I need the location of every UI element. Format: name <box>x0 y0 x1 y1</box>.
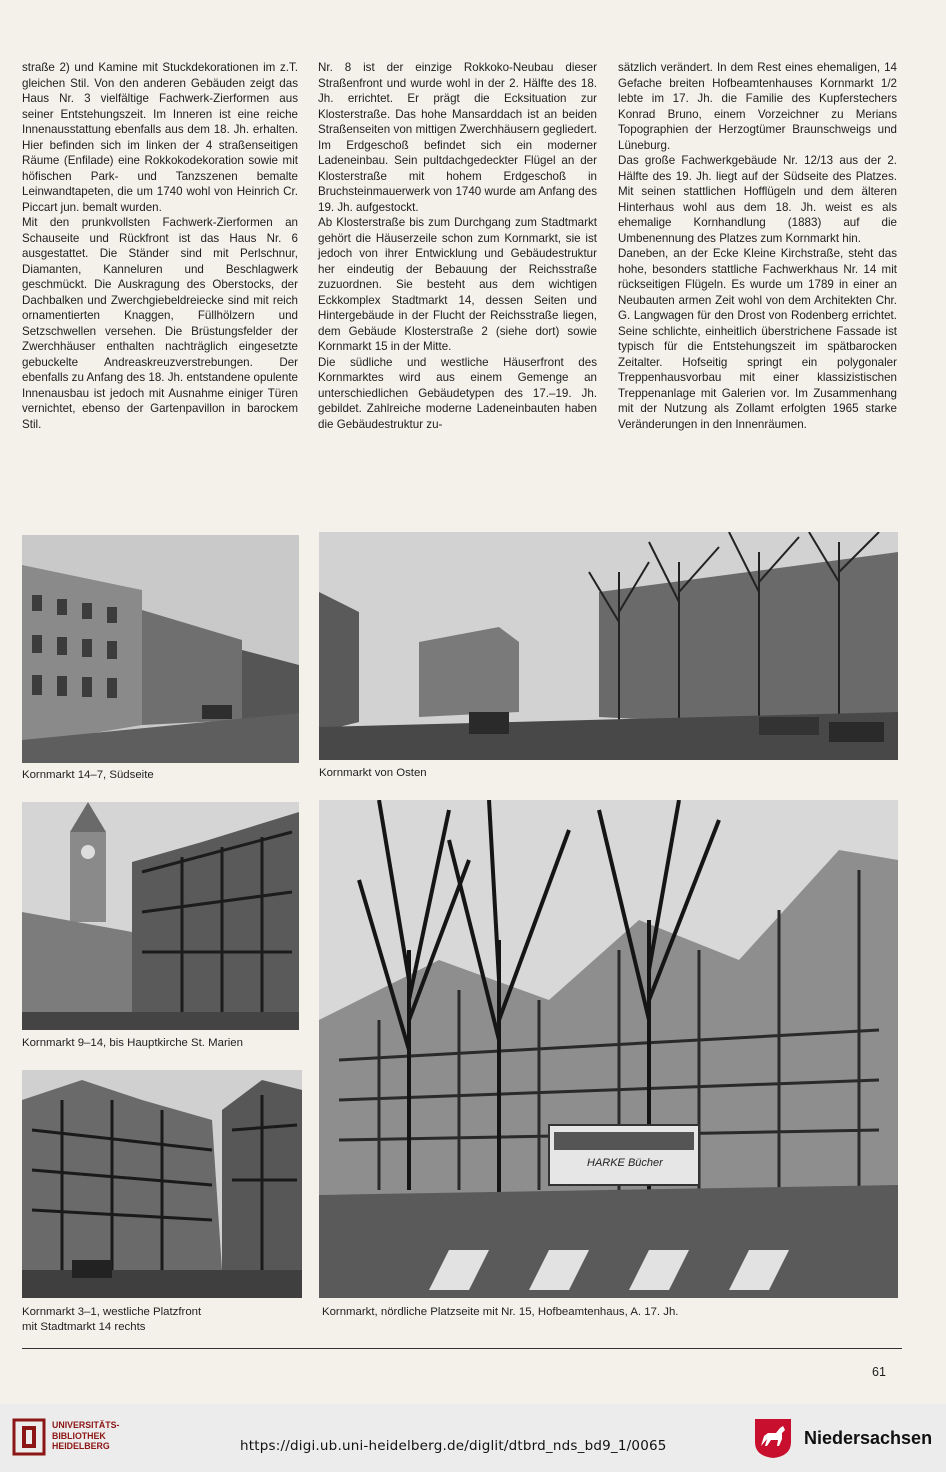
photo-kornmarkt-westliche-platzfront <box>22 1070 302 1298</box>
caption-line: mit Stadtmarkt 14 rechts <box>22 1321 146 1333</box>
paragraph: straße 2) und Kamine mit Stuckdekorationen im z.T. gleichen Stil. Von den anderen Gebäuden zeigt das Haus Nr. 3 vielfältige Fachwerk-Zierformen aus seiner Entstehungszeit. Im Inneren ist eine reiche Innenausstattung ebenfalls aus dem 18. Jh. erhalten. Hier befinden sich im linken der 4 straßenseitigen Räume (Enfilade) eine Rokkokodekoration sowie mit höfischen Park- und Tanzszenen bemalte Leinwandtapeten, die um 1740 wohl von Heinrich Cr. Piccart jun. bemalt wurden. <box>22 61 298 214</box>
caption: Kornmarkt von Osten <box>319 767 427 779</box>
page-number: 61 <box>872 1365 886 1379</box>
caption: Kornmarkt 14–7, Südseite <box>22 769 154 781</box>
library-name <box>52 1420 119 1452</box>
library-name-line: BIBLIOTHEK <box>52 1430 106 1441</box>
niedersachsen-horse-icon <box>752 1416 794 1460</box>
caption-line: Kornmarkt 3–1, westliche Platzfront <box>22 1306 202 1318</box>
paragraph: Mit den prunkvollsten Fachwerk-Zierformen an Schauseite und Rückfront ist das Haus Nr. 6 ausgestattet. Die Ständer sind mit Perlschnur, Diamanten, Kanneluren und Beschlagwerk geschmückt. Die Auskragung des Oberstocks, der Dachbalken und Zwerchgiebeldreiecke sind mit reich ornamentierten Knaggen, Füllhölzern und Setzschwellen versehen. Die Brüstungsfelder der Zwerchhäuser enthalten nachträglich eingesetzte gebuckelte Andreaskreuzverstrebungen. Der ebenfalls zu Anfang des 18. Jh. entstandene opulente Innenausbau ist jedoch mit Ausnahme einiger Türen vernichtet, ebenso der Gartenpavillon in barockem Stil. <box>22 216 298 431</box>
text-column-left <box>22 60 298 432</box>
library-name-line: UNIVERSITÄTS- <box>52 1420 120 1430</box>
paragraph: sätzlich verändert. In dem Rest eines ehemaligen, 14 Gefache breiten Hofbeamtenhauses Kornmarkt 1/2 lebte im 17. Jh. die Familie des Kupferstechers Konrad Bruno, einem Vorzeichner zu Merians Topographien der Herzogtümer Braunschweigs und Lüneburg. <box>618 61 897 152</box>
paragraph: Daneben, an der Ecke Kleine Kirchstraße, steht das hohe, besonders stattliche Fachwerkhaus Nr. 14 mit rückseitigen Flügeln. Es wurde um 1789 in einer an Neubauten armen Zeit wohl von dem Architekten Chr. G. Langwagen für den Drost von Rodenberg errichtet. Seine schlichte, einheitlich überstrichene Fassade ist typisch für die Entstehungszeit im spätbarocken Zeitalter. Hofseitig springt ein polygonaler Treppenhausvorbau mit einer klassizistischen Treppenanlage mit Galerien vor. Im Zusammenhang mit der Nutzung als Zollamt erfolgten 1965 starke Veränderungen in den Innenräumen. <box>618 247 897 431</box>
source-url[interactable]: https://digi.ub.uni-heidelberg.de/diglit/dtbrd_nds_bd9_1/0065 <box>240 1438 667 1454</box>
caption: Kornmarkt, nördliche Platzseite mit Nr. 15, Hofbeamtenhaus, A. 17. Jh. <box>322 1306 679 1318</box>
paragraph: Nr. 8 ist der einzige Rokkoko-Neubau dieser Straßenfront und wurde wohl in der 2. Hälfte des 18. Jh. errichtet. Er prägt die Ecksituation zur Klosterstraße. Das hohe Mansarddach ist an beiden Straßenseiten von mittigen Zwerchhäusern gegliedert. Im Erdgeschoß befindet sich ein moderner Ladeneinbau. Sein pultdachgedeckter Flügel an der Klosterstraße mit hohem Erdgeschoß in Bruchsteinmauerwerk von 1740 wurde am Anfang des 19. Jh. aufgestockt. <box>318 61 597 214</box>
digitization-footer <box>0 1404 946 1472</box>
caption <box>22 1305 201 1335</box>
text-column-middle <box>318 60 597 432</box>
photo-kornmarkt-von-osten <box>319 532 898 760</box>
paragraph: Die südliche und westliche Häuserfront des Kornmarktes wird aus einem Gemenge an unterschiedlichen Gebäudetypen des 17.–19. Jh. gebildet. Zahlreiche moderne Ladeneinbauten haben die Gebäudestruktur zu- <box>318 355 597 431</box>
paragraph: Ab Klosterstraße bis zum Durchgang zum Stadtmarkt gehört die Häuserzeile schon zum Kornmarkt, sie ist jedoch von ihrer Entwicklung und Gebäudestruktur her eindeutig der Bebauung der Reichsstraße zuzuordnen. Sie besteht aus dem wichtigen Eckkomplex Stadtmarkt 14, dessen Seiten und Hintergebäude in der Flucht der Reichsstraße liegen, dem Gebäude Klosterstraße 2 (siehe dort) sowie Kornmarkt 15 in der Mitte. <box>318 216 597 353</box>
photo-kornmarkt-suedseite <box>22 535 299 763</box>
partner-name: Niedersachsen <box>804 1428 933 1448</box>
caption: Kornmarkt 9–14, bis Hauptkirche St. Marien <box>22 1037 243 1049</box>
page-rule <box>22 1348 902 1349</box>
bus-ad-sign: HARKE Bücher <box>587 1157 663 1169</box>
photo-kornmarkt-noerdliche-platzseite <box>319 800 898 1298</box>
library-logo-icon <box>12 1418 46 1456</box>
library-name-line: HEIDELBERG <box>52 1441 110 1451</box>
photo-kornmarkt-hauptkirche <box>22 802 299 1030</box>
paragraph: Das große Fachwerkgebäude Nr. 12/13 aus der 2. Hälfte des 19. Jh. liegt auf der Südseite des Platzes. Mit seinen stattlichen Hofflügeln und dem älteren Hinterhaus wohl aus dem 18. Jh. weist es als ehemalige Kornhandlung (1883) auf die Umbenennung des Platzes zum Kornmarkt hin. <box>618 154 897 245</box>
text-column-right <box>618 60 897 432</box>
